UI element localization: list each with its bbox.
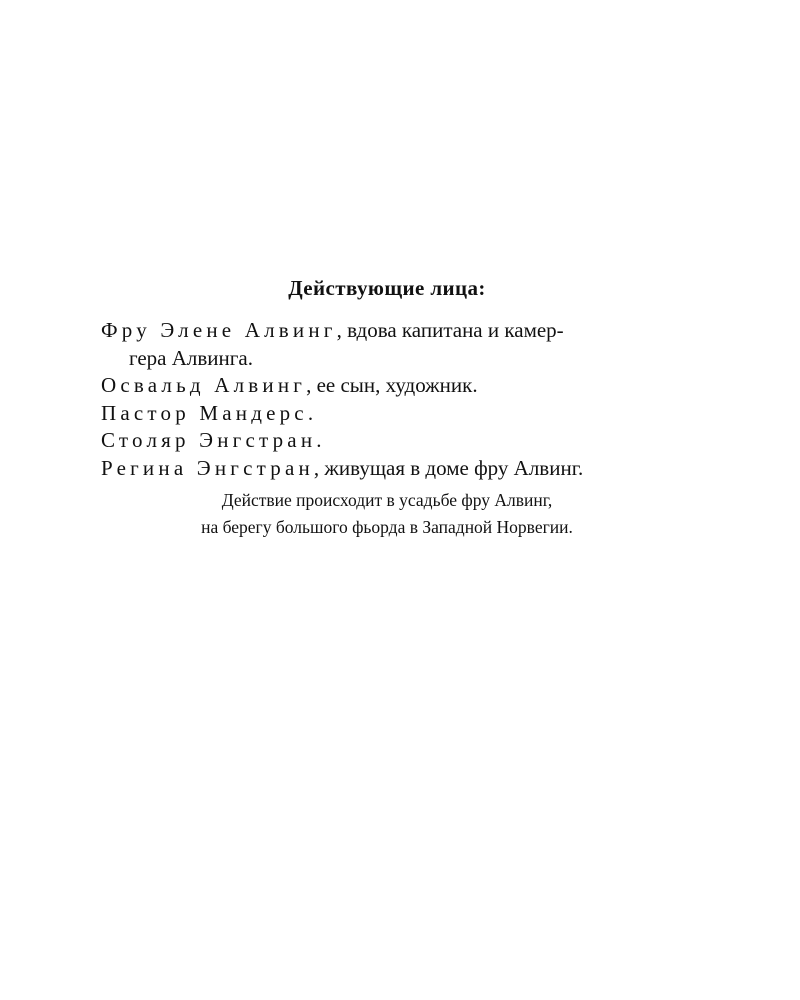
character-name: Освальд Алвинг (101, 373, 307, 397)
character-name: Регина Энгстран (101, 455, 314, 480)
character-description: . (307, 400, 314, 425)
character-name: Пастор Мандерс (101, 400, 308, 425)
setting-line-2: на берегу большого фьорда в Западной Норвегии. (201, 517, 573, 537)
cast-heading: Действующие лица: (288, 276, 486, 300)
cast-item-pastor-manders (101, 400, 681, 428)
character-description-continuation: гера Алвинга. (129, 345, 253, 370)
character-description: , ее сын, художник. (306, 373, 478, 397)
character-description: , вдова капитана и камер- (336, 318, 564, 342)
setting-description (0, 487, 774, 541)
character-name: Столяр Энгстран (101, 428, 317, 452)
cast-item-regina-engstrand (101, 455, 681, 483)
character-description: , живущая в доме фру Алвинг. (313, 455, 584, 480)
cast-list (101, 317, 681, 482)
setting-line-1: Действие происходит в усадьбе фру Алвинг, (221, 490, 553, 510)
character-description: . (316, 428, 322, 452)
cast-item-engstrand (101, 427, 681, 455)
cast-item-osvald-alving (101, 372, 681, 400)
cast-item-elene-alving (101, 317, 681, 372)
character-name: Фру Элене Алвинг (101, 318, 337, 342)
